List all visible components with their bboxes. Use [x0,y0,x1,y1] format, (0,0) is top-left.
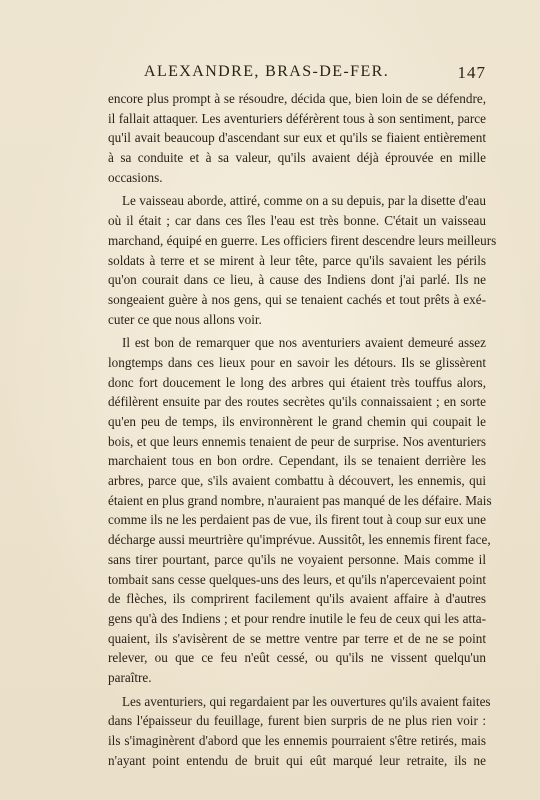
text-line: étaient en plus grand nombre, n'auraient pas manqué de les défaire. Mais [108,492,492,508]
text-line: quaient, ils s'avisèrent de se mettre ventre par terre et de ne se point [108,630,486,646]
text-line: où il était ; car dans ces îles l'eau est très bonne. C'était un vaisseau [108,213,486,229]
text-line: donc fort doucement le long des arbres qui étaient très touffus alors, [108,374,486,390]
text-line: Les aventuriers, qui regardaient par les ouvertures qu'ils avaient faites [122,693,491,709]
text-line: Il est bon de remarquer que nos aventuriers avaient demeuré assez [122,335,486,351]
page-number: 147 [457,63,486,82]
text-line: à sa conduite et à sa valeur, qu'ils avaient déjà éprouvée en mille [108,150,486,166]
text-line: qu'on courait dans ce lieu, à cause des Indiens dont j'ai parlé. Ils ne [108,272,486,288]
text-line: marchand, équipé en guerre. Les officiers firent descendre leurs meilleurs [108,232,497,248]
text-line: qu'il avait beaucoup d'ascendant sur eux et qu'ils se fiaient entièrement [108,130,486,146]
text-line: occasions. [108,169,163,185]
running-head [108,63,486,85]
text-line: il fallait attaquer. Les aventuriers déférèrent tous à son sentiment, parce [108,110,486,126]
text-line: dans l'épaisseur du feuillage, furent bien surpris de ne plus rien voir : [108,713,486,729]
text-line: de flèches, ils comprirent facilement qu'ils avaient affaire à d'autres [108,591,486,607]
text-line: sans tirer pourtant, parce qu'ils ne voyaient personne. Mais comme il [108,551,486,567]
text-line: défilèrent ensuite par des routes secrètes qu'ils connaissaient ; en sorte [108,394,486,410]
text-line: songeaient guère à nos gens, qui se tenaient cachés et tout prêts à exé- [108,291,486,307]
text-line: décharge aussi meurtrière qu'imprévue. Aussitôt, les ennemis firent face, [108,532,491,548]
text-line: longtemps dans ces lieux pour en savoir les détours. Ils se glissèrent [108,354,486,370]
running-title: ALEXANDRE, BRAS-DE-FER. [144,63,390,80]
paragraph-2 [108,191,497,329]
text-line: marchaient tous en bon ordre. Cependant, ils se tenaient derrière les [108,453,486,469]
text-line: relever, ou que ce feu n'eût cessé, ou qu'ils ne vissent quelqu'un [108,650,486,666]
text-line: arbres, parce que, s'ils avaient combattu à découvert, les ennemis, qui [108,473,486,489]
text-line: qu'en peu de temps, ils environnèrent le grand chemin qui coupait le [108,414,486,429]
text-line: encore plus prompt à se résoudre, décida que, bien loin de se défendre, [108,91,486,106]
paragraph-3 [108,333,492,687]
text-line: comme ils ne les perdaient pas de vue, ils firent tout à coup sur eux une [108,512,486,528]
text-line: soldats à terre et se mirent à leur tête, parce qu'ils savaient les périls [108,252,486,268]
body-text [108,89,497,770]
text-line: ils s'imaginèrent d'abord que les ennemis pourraient s'être retirés, mais [108,733,486,748]
text-line: n'ayant point entendu de bruit qui eût marqué leur retraite, ils ne [108,752,486,768]
text-line: gens qu'à des Indiens ; et pour rendre inutile le feu de ceux qui les atta- [108,610,486,626]
text-line: paraître. [108,669,152,685]
paragraph-4 [108,692,491,771]
text-line: tombait sans cesse quelques-uns des leurs, et qu'ils n'apercevaient point [108,571,486,587]
paragraph-1 [108,89,486,187]
text-line: bois, et que leurs ennemis tenaient de peur de surprise. Nos aventuriers [108,433,486,449]
text-line: cuter ce que nous allons voir. [108,311,262,327]
text-line: Le vaisseau aborde, attiré, comme on a su depuis, par la disette d'eau [122,193,486,209]
